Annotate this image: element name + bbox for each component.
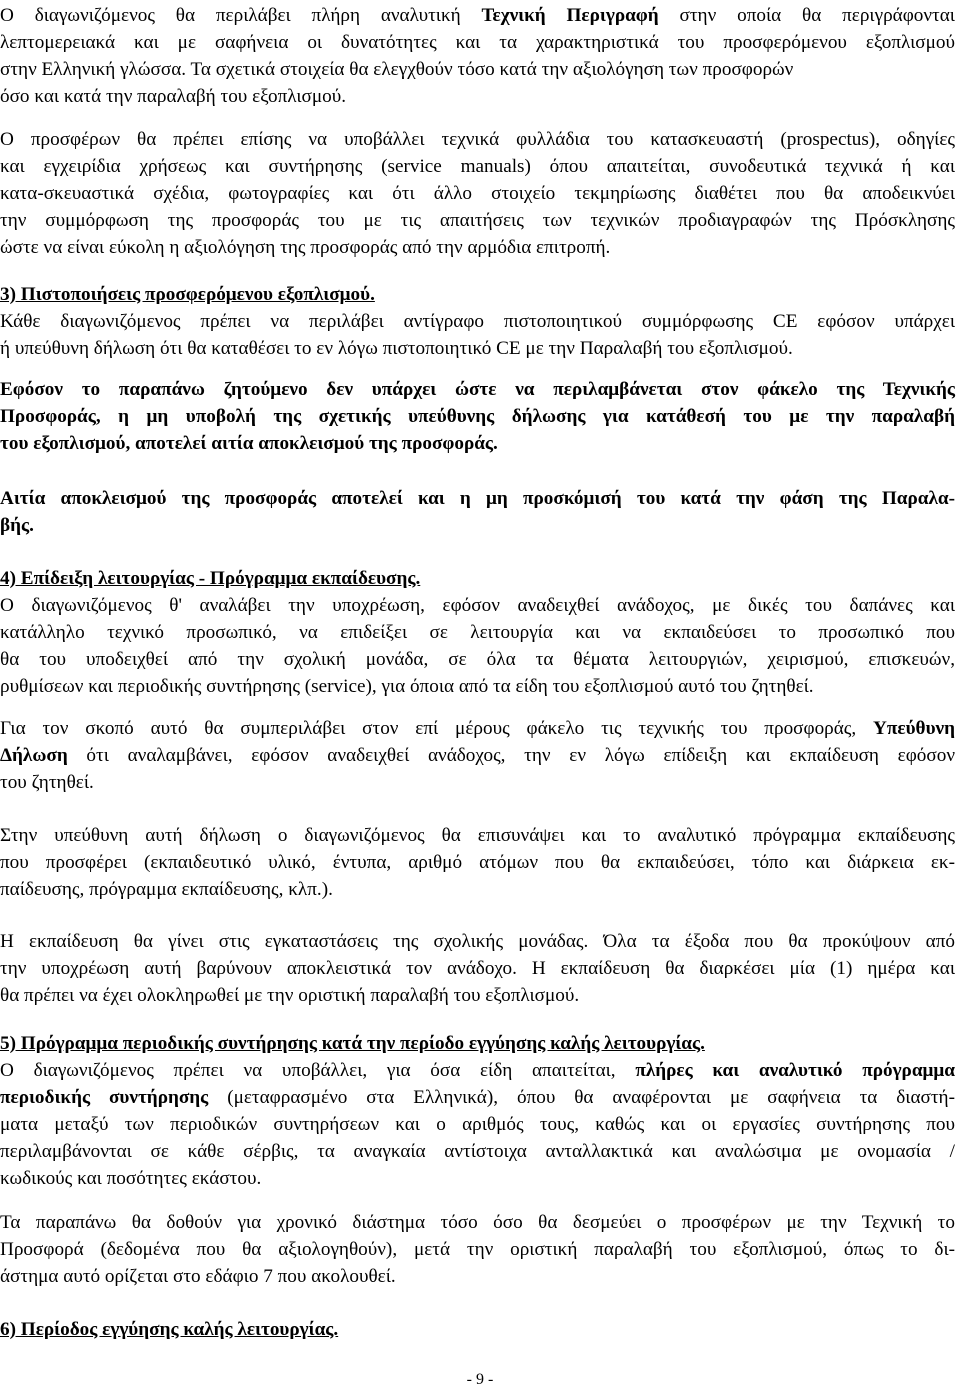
section-heading: 4) Επίδειξη λειτουργίας - Πρόγραμμα εκπαίδευσης. [0,568,421,589]
text-line: Ο διαγωνιζόμενος πρέπει να υποβάλλει, για όσα είδη απαιτείται, πλήρες και αναλυτικό πρόγραμμα [0,1060,955,1081]
section-6-warranty-period [0,1316,960,1343]
paragraph-exclusion-reason [0,485,960,539]
text-line: Ο διαγωνιζόμενος θ' αναλάβει την υποχρέωση, εφόσον αναδειχθεί ανάδοχος, με δικές του δαπάνες και [0,595,955,616]
paragraph-maintenance-period [0,1209,960,1290]
paragraph-technical-description [0,2,960,110]
text-line: την συμμόρφωση της προσφοράς του με τις απαιτήσεις των τεχνικών προδιαγραφών της Πρόσκλησης [0,210,955,231]
text-line: άστημα αυτό ορίζεται στο εδάφιο 7 που ακολουθεί. [0,1266,396,1287]
text-line: Η εκπαίδευση θα γίνει στις εγκαταστάσεις της σχολικής μονάδας. Όλα τα έξοδα που θα προκύψουν από [0,931,955,952]
text-line: του ζητηθεί. [0,772,94,793]
text-line: θα του υποδειχθεί από την σχολική μονάδα, σε όλα τα θέματα λειτουργιών, χειρισμού, επισκευών, [0,649,955,670]
text-line: περιλαμβάνονται σε κάθε σέρβις, τα αναγκαία αντίστοιχα ανταλλακτικά και αναλώσιμα με ονομασία / [0,1141,955,1162]
text-line: ματα μεταξύ των περιοδικών συντηρήσεων και ο αριθμός τους, καθώς και οι εργασίες συντήρησης που [0,1114,955,1135]
section-heading: 3) Πιστοποιήσεις προσφερόμενου εξοπλισμού. [0,284,375,305]
text-line: λεπτομερειακά και με σαφήνεια οι δυνατότητες και τα χαρακτηριστικά του προσφερόμενου εξοπλισμού [0,32,955,53]
section-heading: 5) Πρόγραμμα περιοδικής συντήρησης κατά την περίοδο εγγύησης καλής λειτουργίας. [0,1033,705,1054]
text-line: Στην υπεύθυνη αυτή δήλωση ο διαγωνιζόμενος θα επισυνάψει και το αναλυτικό πρόγραμμα εκπαίδευσης [0,825,955,846]
text-line: κωδικούς και ποσότητες εκάστου. [0,1168,262,1189]
text-line: Για τον σκοπό αυτό θα συμπεριλάβει στον επί μέρους φάκελο τις τεχνικής του προσφοράς, Υπεύθυνη [0,718,955,739]
section-4-demonstration-training [0,565,960,700]
emphasis-technical-description: Τεχνική Περιγραφή [481,5,659,26]
text-line: Δήλωση ότι αναλαμβάνει, εφόσον αναδειχθεί ανάδοχος, την εν λόγω επίδειξη και εκπαίδευση εφόσον [0,745,955,766]
text-line: κατάλληλο τεχνικό προσωπικό, να επιδείξει σε λειτουργία και να εκπαιδεύσει το προσωπικό που [0,622,955,643]
text-line: ή υπεύθυνη δήλωση ότι θα καταθέσει το εν λόγω πιστοποιητικό CE με την Παραλαβή του εξοπλισμού. [0,338,793,359]
text-line: και εγχειρίδια χρήσεως και συντήρησης (service manuals) όπου απαιτείται, συνοδευτικά τεχνικά ή και [0,156,955,177]
page-number: - 9 - [466,1371,494,1388]
text-line: Προσφορά (δεδομένα που θα αξιολογηθούν), μετά την οριστική παραλαβή του εξοπλισμού, όπως το δι- [0,1239,955,1260]
text-line: Ο διαγωνιζόμενος θα περιλάβει πλήρη αναλυτική Τεχνική Περιγραφή στην οποία θα περιγράφονται [0,5,955,26]
text-line: Αιτία αποκλεισμού της προσφοράς αποτελεί και η μη προσκόμισή του κατά την φάση της Παραλα- [0,488,955,509]
paragraph-responsible-declaration [0,715,960,796]
text-line: στην Ελληνική γλώσσα. Τα σχετικά στοιχεία θα ελεγχθούν τόσο κατά την αξιολόγηση των προσφορών [0,59,794,80]
paragraph-training-program [0,822,960,903]
paragraph-training-location [0,928,960,1009]
text-line: παίδευσης, πρόγραμμα εκπαίδευσης, κλπ.). [0,879,333,900]
emphasis-declaration: Δήλωση [0,745,68,766]
text-line: Κάθε διαγωνιζόμενος πρέπει να περιλάβει αντίγραφο πιστοποιητικού συμμόρφωσης CE εφόσον υπάρχει [0,311,955,332]
text-line: Εφόσον το παραπάνω ζητούμενο δεν υπάρχει ώστε να περιλαμβάνεται στον φάκελο της Τεχνικής [0,379,955,400]
text-line: Ο προσφέρων θα πρέπει επίσης να υποβάλλει τεχνικά φυλλάδια του κατασκευαστή (prospectus), οδηγίες [0,129,955,150]
text-line: βής. [0,515,34,536]
emphasis-periodic-maintenance: περιοδικής συντήρησης [0,1087,209,1108]
text-line: Τα παραπάνω θα δοθούν για χρονικό διάστημα τόσο όσο θα δεσμεύει ο προσφέρων με την Τεχνική το [0,1212,955,1233]
text-line: θα πρέπει να έχει ολοκληρωθεί με την οριστική παραλαβή του εξοπλισμού. [0,985,580,1006]
text-line: Προσφοράς, η μη υποβολή της σχετικής υπεύθυνης δήλωσης για κατάθεσή του με την παραλαβή [0,406,955,427]
text-line: ώστε να είναι εύκολη η αξιολόγηση της προσφοράς από την αρμόδια επιτροπή. [0,237,611,258]
text-line: την υποχρέωση αυτή βαρύνουν αποκλειστικά τον ανάδοχο. Η εκπαίδευση θα διαρκέσει μία (1) ημέρα και [0,958,955,979]
emphasis-full-program: πλήρες και αναλυτικό πρόγραμμα [635,1060,955,1081]
text-line: κατα-σκευαστικά σχέδια, φωτογραφίες και ότι άλλο στοιχείο τεκμηρίωσης διαθέτει που θα αποδεικνύει [0,183,955,204]
text-line: που προσφέρει (εκπαιδευτικό υλικό, έντυπα, αριθμό ατόμων που θα εκπαιδεύσει, τόπο και διάρκεια εκ- [0,852,955,873]
text-line: του εξοπλισμού, αποτελεί αιτία αποκλεισμού της προσφοράς. [0,433,498,454]
text-line: ρυθμίσεων και περιοδικής συντήρησης (service), για όποια από τα είδη του εξοπλισμού αυτό του ζητηθεί. [0,676,814,697]
section-3-certifications [0,281,960,362]
emphasis-responsible: Υπεύθυνη [873,718,955,739]
paragraph-technical-leaflets [0,126,960,261]
section-heading: 6) Περίοδος εγγύησης καλής λειτουργίας. [0,1319,339,1340]
text-line: περιοδικής συντήρησης (μεταφρασμένο στα Ελληνικά), όπου θα αναφέρονται με σαφήνεια τα διαστή- [0,1087,955,1108]
section-5-maintenance-program [0,1030,960,1192]
paragraph-exclusion-notice [0,376,960,457]
text-line: όσο και κατά την παραλαβή του εξοπλισμού. [0,86,347,107]
